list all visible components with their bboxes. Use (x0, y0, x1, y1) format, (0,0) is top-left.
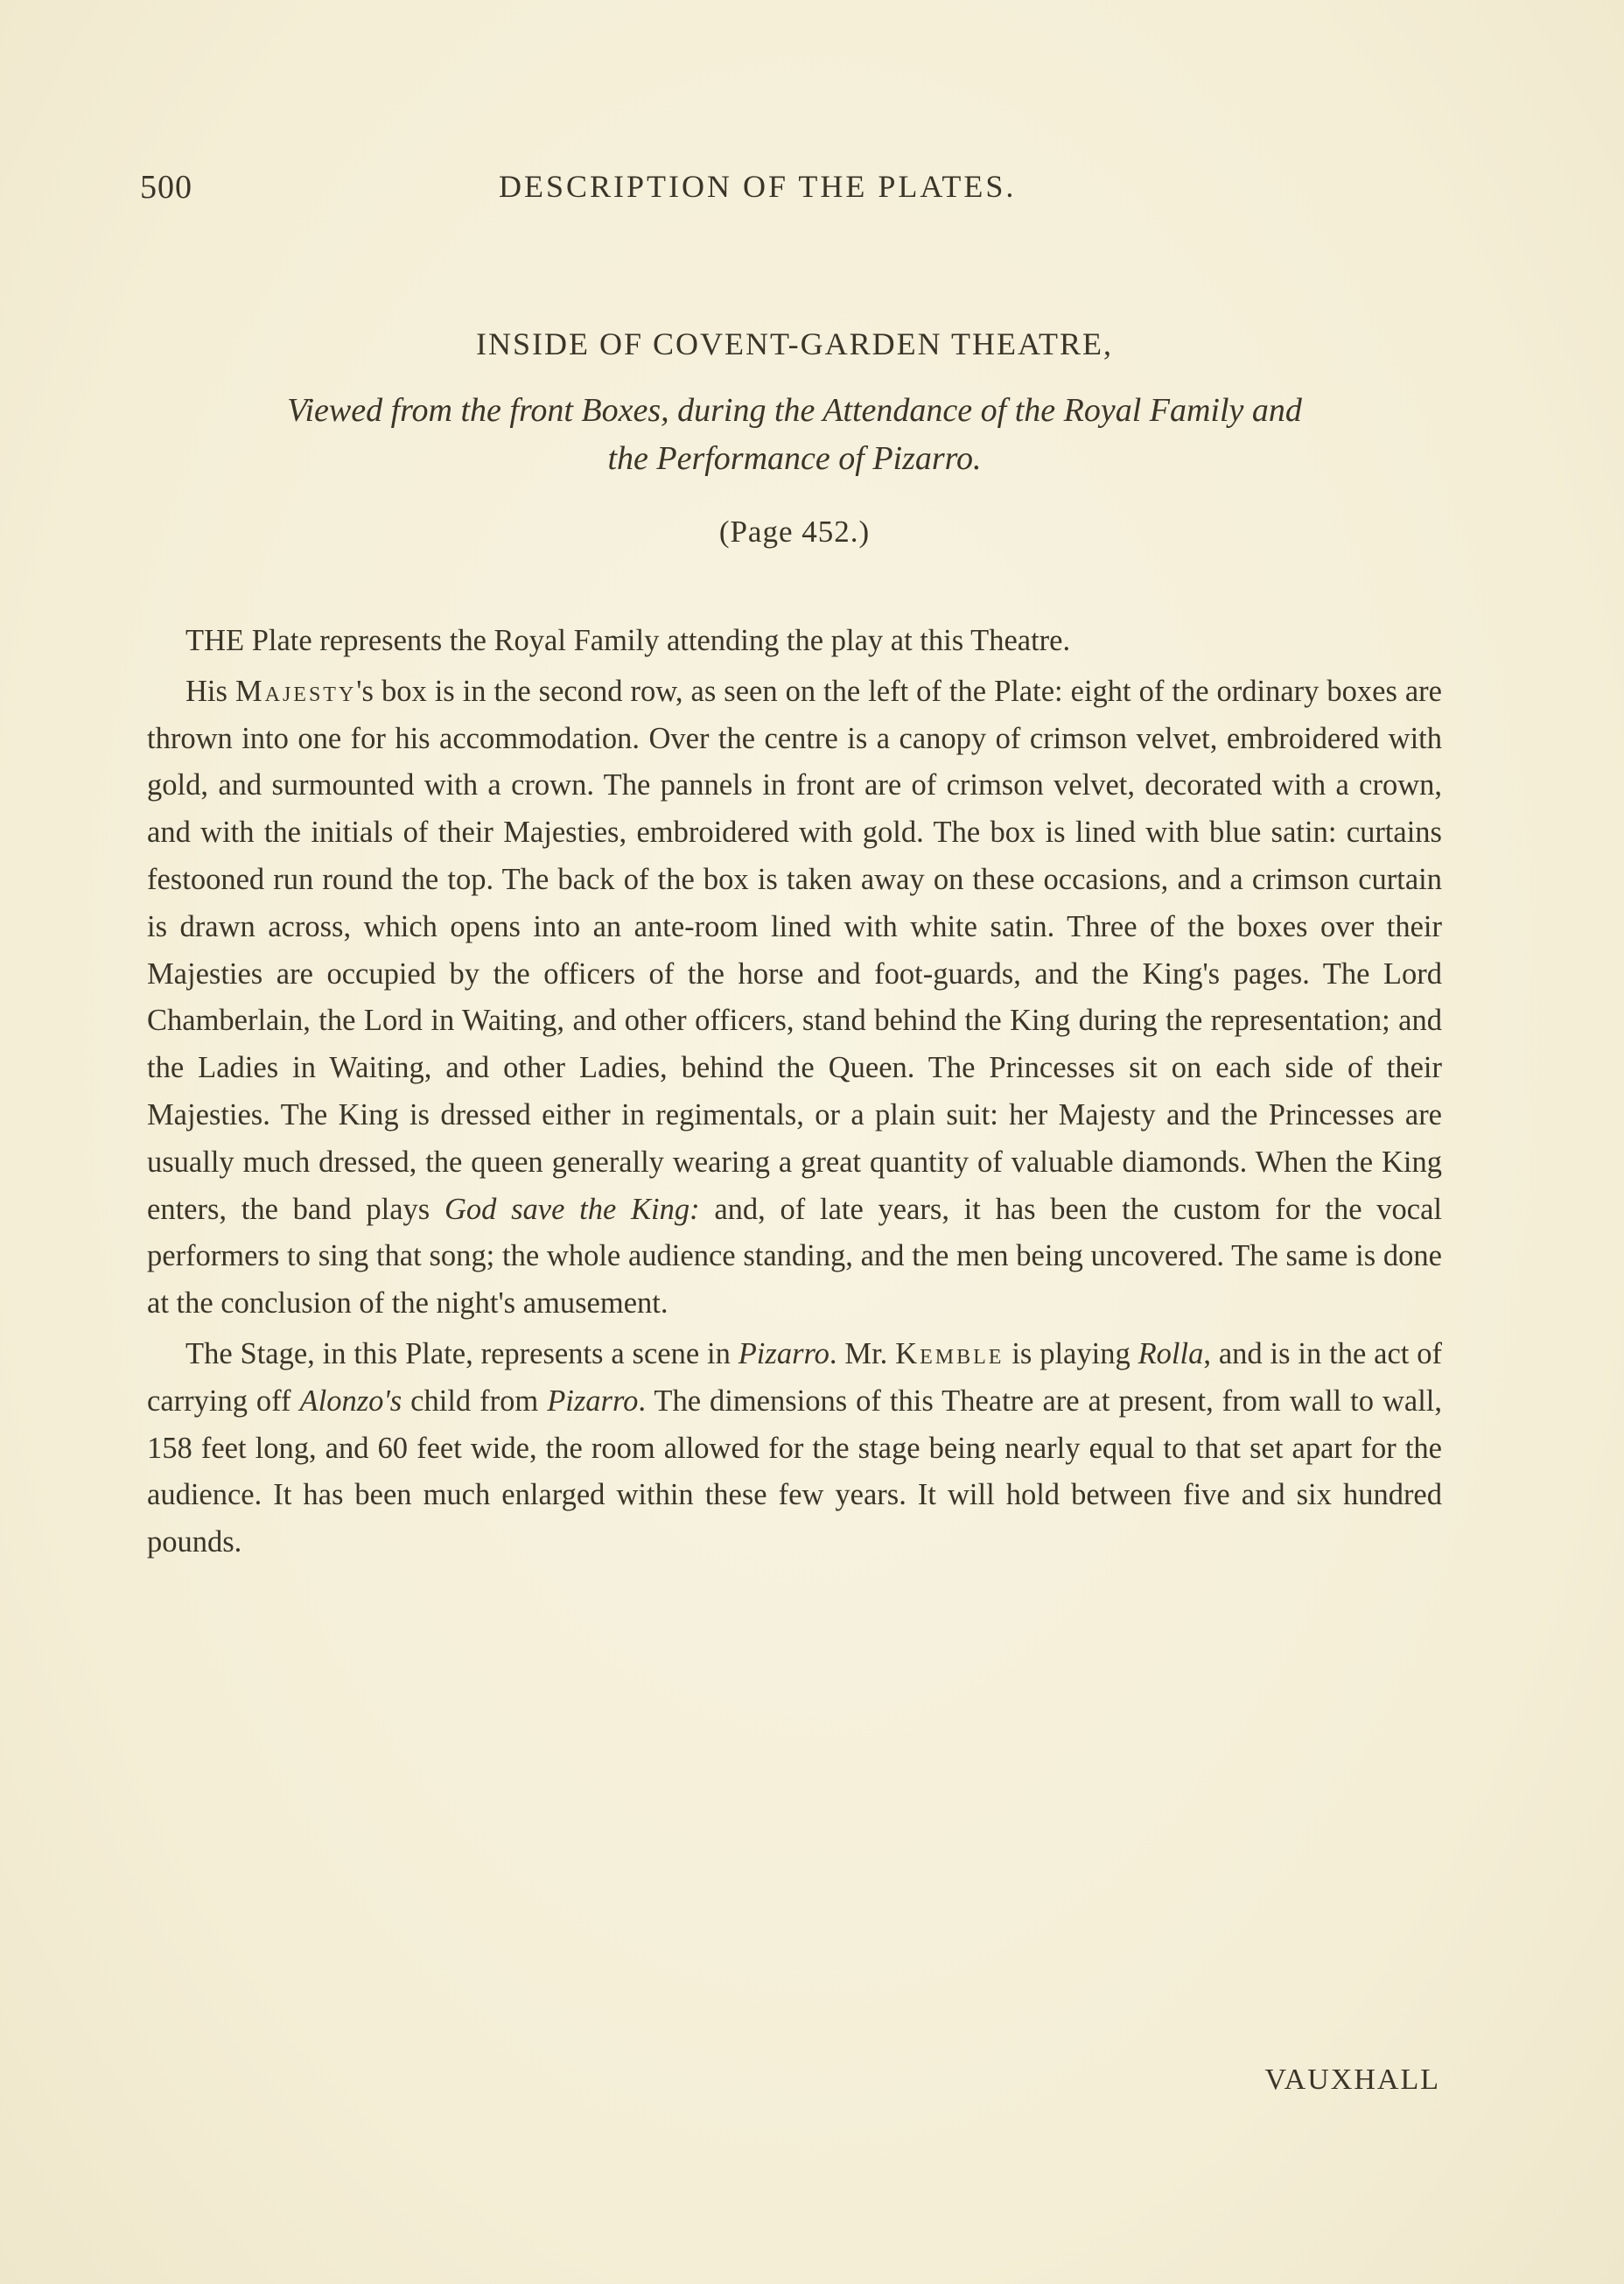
p2-small-caps: Majesty (234, 674, 357, 708)
plate-subtitle (147, 387, 1442, 483)
p3-text-e: child from (402, 1384, 548, 1418)
plate-subtitle-line-1: Viewed from the front Boxes, during the Attendance of the Royal Family and (287, 392, 1302, 429)
p3-text-d: , and is in the act of carrying off (147, 1336, 1442, 1418)
p2-text-a: His (186, 674, 235, 708)
p2-italic-anthem: God save the King: (444, 1192, 700, 1226)
p3-small-caps-kemble: Kemble (895, 1336, 1004, 1370)
p3-italic-alonzo: Alonzo's (299, 1384, 402, 1418)
body-text (147, 618, 1442, 1566)
plate-subtitle-line-2: the Performance of Pizarro. (607, 440, 982, 477)
page-reference: (Page 452.) (718, 515, 871, 549)
p3-italic-pizarro-1: Pizarro (738, 1336, 830, 1370)
page-number: 500 (140, 169, 192, 206)
paragraph-2 (147, 669, 1442, 1328)
p3-italic-rolla: Rolla (1138, 1336, 1204, 1370)
running-title: DESCRIPTION OF THE PLATES. (499, 169, 1017, 204)
paragraph-1: THE Plate represents the Royal Family attending the play at this Theatre. (186, 624, 1071, 657)
plate-section-header (147, 326, 1442, 550)
paragraph-3 (147, 1331, 1442, 1566)
p3-text-a: The Stage, in this Plate, represents a scene in (186, 1336, 738, 1370)
running-head (140, 168, 1440, 221)
p3-text-b: . Mr. (829, 1336, 896, 1370)
p2-text-b: 's box is in the second row, as seen on the left of the Plate: eight of the ordinary boxes are thrown into one for his accommodation. Over the centre is a canopy of crimson velvet, embroidered with gold, and surmounted with a crown. The pannels in front are of crimson velvet, decorated with a crown, and with the initials of their Majesties, embroidered with gold. The box is lined with blue satin: curtains festooned run round the top. The back of the box is taken away on these occasions, and a crimson curtain is drawn across, which opens into an ante-room lined with white satin. Three of the boxes over their Majesties are occupied by the officers of the horse and foot-guards, and the King's pages. The Lord Chamberlain, the Lord in Waiting, and other officers, stand behind the King during the representation; and the Ladies in Waiting, and other Ladies, behind the Queen. The Princesses sit on each side of their Majesties. The King is dressed either in regimentals, or a plain suit: her Majesty and the Princesses are usually much dressed, the queen generally wearing a great quantity of valuable diamonds. When the King enters, the band plays (147, 674, 1442, 1226)
p3-text-f: . The dimensions of this Theatre are at present, from wall to wall, 158 feet long, and 60 feet wide, the room allowed for the stage being nearly equal to that set apart for the audience. It has been much enlarged within these few years. It will hold between five and six hundred pounds. (147, 1384, 1442, 1559)
plate-title: INSIDE OF COVENT-GARDEN THEATRE, (476, 326, 1113, 361)
p3-italic-pizarro-2: Pizarro (547, 1384, 639, 1418)
p2-text-c: and, of late years, it has been the custom for the vocal performers to sing that song; the whole audience standing, and the men being uncovered. The same is done at the conclusion of the night's amusement. (147, 1192, 1442, 1321)
p3-text-c: is playing (1004, 1336, 1138, 1370)
catchword: VAUXHALL (1264, 2063, 1440, 2096)
